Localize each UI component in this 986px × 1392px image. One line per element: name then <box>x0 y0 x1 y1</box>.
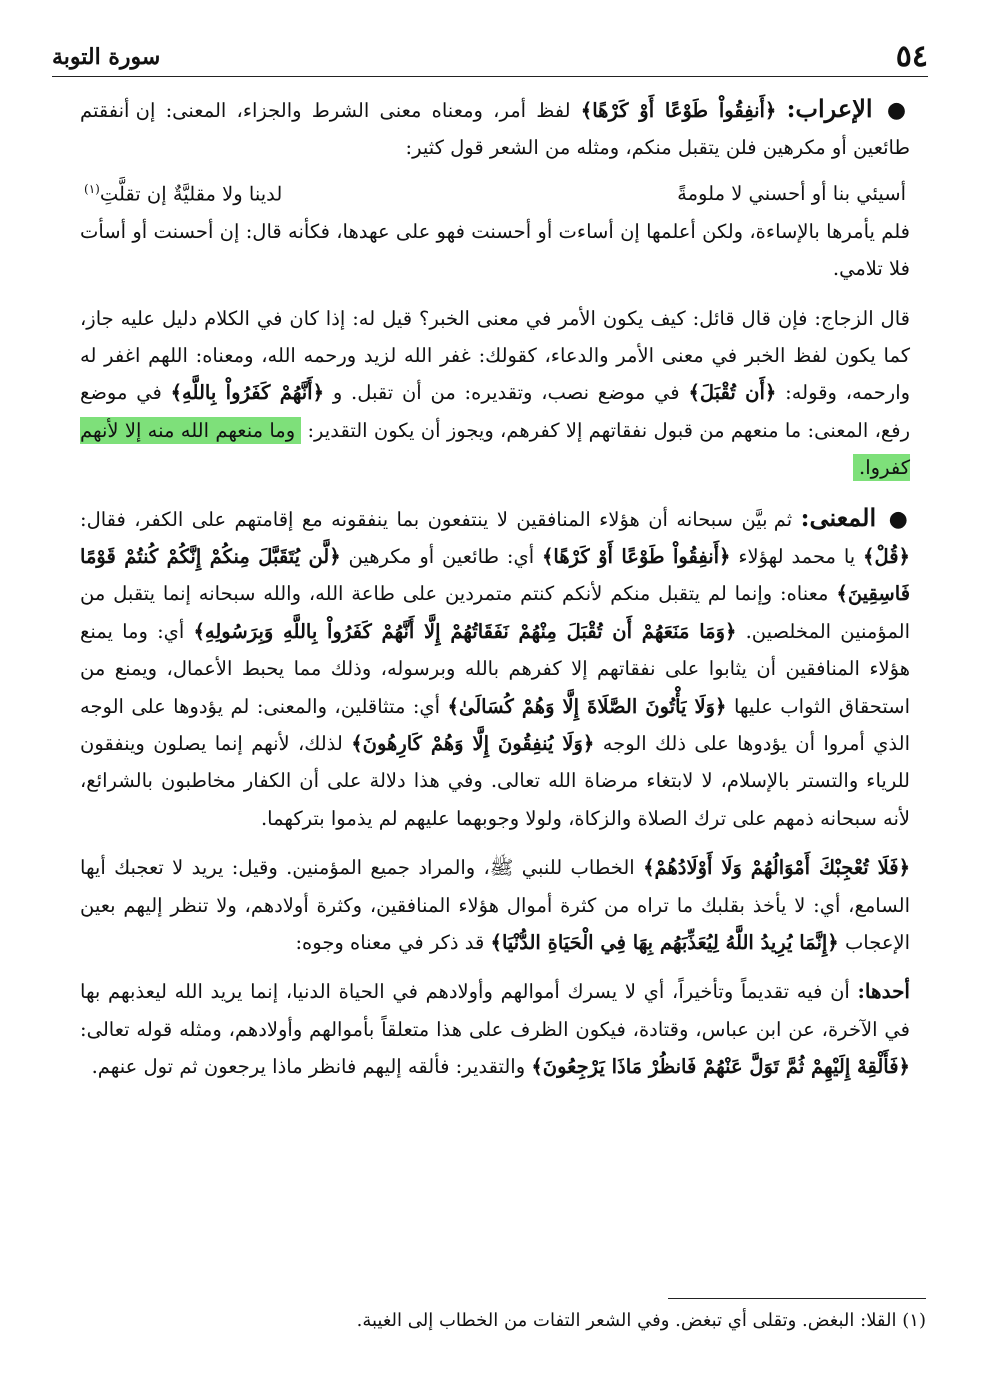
quran-quote: ﴿وَلَا يَأْتُونَ الصَّلَاةَ إِلَّا وَهُمْ كُسَالَىٰ﴾ <box>447 694 727 718</box>
irab-paragraph <box>80 90 910 167</box>
maana-paragraph: ● المعنى: ثم بيَّن سبحانه أن هؤلاء المنافقين لا ينتفعون بما ينفقونه مع إقامتهم على الكفر، فقال: ﴿قُلْ﴾ يا محمد لهؤلاء ﴿أَنفِقُواْ طَوْعًا أَوْ كَرْهًا﴾ أي: طائعين أو مكرهين ﴿لَّن يُتَقَبَّلَ مِنكُمْ إِنَّكُمْ كُنتُمْ قَوْمًا فَاسِقِينَ﴾ معناه: وإنما لم يتقبل منكم لأنكم كنتم متمردين على طاعة الله، والله سبحانه إنما يتقبل من المؤمنين المخلصين. ﴿وَمَا مَنَعَهُمْ أَن تُقْبَلَ مِنْهُمْ نَفَقَاتُهُمْ إِلَّا أَنَّهُمْ كَفَرُواْ بِاللَّهِ وَبِرَسُولِهِ﴾ أي: وما يمنع هؤلاء المنافقين أن يثابوا على نفقاتهم إلا كفرهم بالله وبرسوله، وذلك مما يحبط الأعمال، ويمنع من استحقاق الثواب عليها ﴿وَلَا يَأْتُونَ الصَّلَاةَ إِلَّا وَهُمْ كُسَالَىٰ﴾ أي: متثاقلين، والمعنى: لم يؤدوها على الوجه الذي أمروا أن يؤدوها على ذلك الوجه ﴿وَلَا يُنفِقُونَ إِلَّا وَهُمْ كَارِهُونَ﴾ لذلك، لأنهم إنما يصلون وينفقون للرياء والتستر بالإسلام، لا لابتغاء مرضاة الله تعالى. وفي هذا دلالة على أن الكفار مخاطبون بالشرائع، لأنه سبحانه ذمهم على ترك الصلاة والزكاة، ولولا وجوبهما عليهم لم يذموا بتركهما. <box>80 502 911 830</box>
page-header <box>52 34 928 77</box>
quran-quote: ﴿لَّن يُتَقَبَّلَ مِنكُمْ إِنَّكُمْ كُنتُمْ قَوْمًا فَاسِقِينَ﴾ <box>80 544 911 606</box>
irab-text: لفظ أمر، ومعناه معنى الشرط والجزاء، المعنى: <box>165 99 571 122</box>
quran-quote: ﴿أَنفِقُواْ طَوْعًا أَوْ كَرْهًا﴾ <box>580 99 777 122</box>
main-text <box>80 90 910 1086</box>
quran-quote: ﴿وَمَا مَنَعَهُمْ أَن تُقْبَلَ مِنْهُمْ نَفَقَاتُهُمْ إِلَّا أَنَّهُمْ كَفَرُواْ بِاللَّهِ وَبِرَسُولِهِ﴾ <box>193 619 737 643</box>
quran-quote: ﴿وَلَا يُنفِقُونَ إِلَّا وَهُمْ كَارِهُونَ﴾ <box>351 732 595 755</box>
quran-quote: ﴿أَنَّهُمْ كَفَرُواْ بِاللَّهِ﴾ <box>170 381 325 405</box>
quran-quote: ﴿فَلَا تُعْجِبْكَ أَمْوَالُهُمْ وَلَا أَوْلَادُهُمْ﴾ <box>643 856 911 880</box>
zajjaj-text: في موضع رفع، المعنى: ما منعهم من قبول نفقاتهم إلا كفرهم، ويجوز أن يكون التقدير: <box>80 381 910 442</box>
maana-label: المعنى: <box>800 502 877 532</box>
poem-hemistich-left: لدينا ولا مقليَّةٌ إن تقلَّتِ$^{(١)}$ <box>84 181 283 206</box>
quran-quote: ﴿فَأَلْقِهْ إِلَيْهِمْ ثُمَّ تَوَلَّ عَنْهُمْ فَانظُرْ مَاذَا يَرْجِعُونَ﴾ <box>531 1055 910 1079</box>
highlighted-text: وما منعهم الله منه إلا لأنهم كفروا. <box>80 418 910 480</box>
ahaduha-paragraph: أحدها: أن فيه تقديماً وتأخيراً، أي لا يسرك أموالهم وأولادهم في الحياة الدنيا، إنما يريد الله ليعذبهم بها في الآخرة، عن ابن عباس، وقتادة، فيكون الظرف على هذا متعلقاً بأموالهم وأولادهم، ومثله قوله تعالى: ﴿فَأَلْقِهْ إِلَيْهِمْ ثُمَّ تَوَلَّ عَنْهُمْ فَانظُرْ مَاذَا يَرْجِعُونَ﴾ والتقدير: فألقه إليهم فانظر ماذا يرجعون ثم تول عنهم. <box>80 979 910 1079</box>
quran-quote: ﴿أَنفِقُواْ طَوْعًا أَوْ كَرْهًا﴾ <box>541 544 731 568</box>
falaa-paragraph: ﴿فَلَا تُعْجِبْكَ أَمْوَالُهُمْ وَلَا أَوْلَادُهُمْ﴾ الخطاب للنبي ﷺ، والمراد جميع المؤمنين. وقيل: يريد لا تعجبك أيها السامع، أي: لا يأخذ بقلبك ما تراه من كثرة أموال هؤلاء المنافقين، وكثرة أولادهم، ولا تنظر إليهم بعين الإعجاب ﴿إِنَّمَا يُرِيدُ اللَّهُ لِيُعَذِّبَهُم بِهَا فِي الْحَيَاةِ الدُّنْيَا﴾ قد ذكر في معناه وجوه: <box>80 856 911 955</box>
poem-hemistich-right: أسيئي بنا أو أحسني لا ملومةً <box>677 182 906 206</box>
footnote-ref: (١) <box>84 181 100 196</box>
bullet-icon: ● <box>886 98 911 123</box>
quran-quote: ﴿قُلْ﴾ <box>863 544 910 568</box>
page-number: ٥٤ <box>895 39 928 74</box>
quran-quote: ﴿إِنَّمَا يُرِيدُ اللَّهُ لِيُعَذِّبَهُم بِهَا فِي الْحَيَاةِ الدُّنْيَا﴾ <box>490 931 839 955</box>
irab-label: الإعراب: <box>786 94 873 123</box>
irab-explanation: فلم يأمرها بالإساءة، ولكن أعلمها إن أساءت أو أحسنت فهو على عهدها، فكأنه قال: إن أحسنت أو أسأت فلا تلامي. <box>80 219 910 281</box>
poem-verse <box>80 167 910 213</box>
zajjaj-text: قال الزجاج: فإن قال قائل: كيف يكون الأمر في معنى الخبر؟ قيل له: إذا كان في الكلام دليل عليه جاز، كما يكون لفظ الخبر في معنى الأمر والدعاء، كقولك: غفر الله لزيد ورحمه الله، ومعناه: اللهم اغفر له وارحمه، وقوله: <box>80 306 911 405</box>
footnote <box>60 1306 926 1336</box>
quran-quote: ﴿أَن تُقْبَلَ﴾ <box>688 381 777 405</box>
surah-title: سورة التوبة <box>52 44 161 70</box>
footnote-divider <box>668 1298 926 1299</box>
zajjaj-paragraph <box>80 300 910 487</box>
footnote-number: (١) <box>902 1310 926 1331</box>
irab-text: إن أنفقتم طائعين أو مكرهين فلن يتقبل منكم، ومثله من الشعر قول كثير: <box>80 99 910 160</box>
ahaduha-label: أحدها: <box>857 979 910 1004</box>
footnote-text: القلا: البغض. وتقلى أي تبغض. وفي الشعر التفات من الخطاب إلى الغيبة. <box>356 1310 897 1331</box>
zajjaj-text: في موضع نصب، وتقديره: من أن تقبل. و <box>332 381 680 405</box>
bullet-icon: ● <box>888 506 911 532</box>
